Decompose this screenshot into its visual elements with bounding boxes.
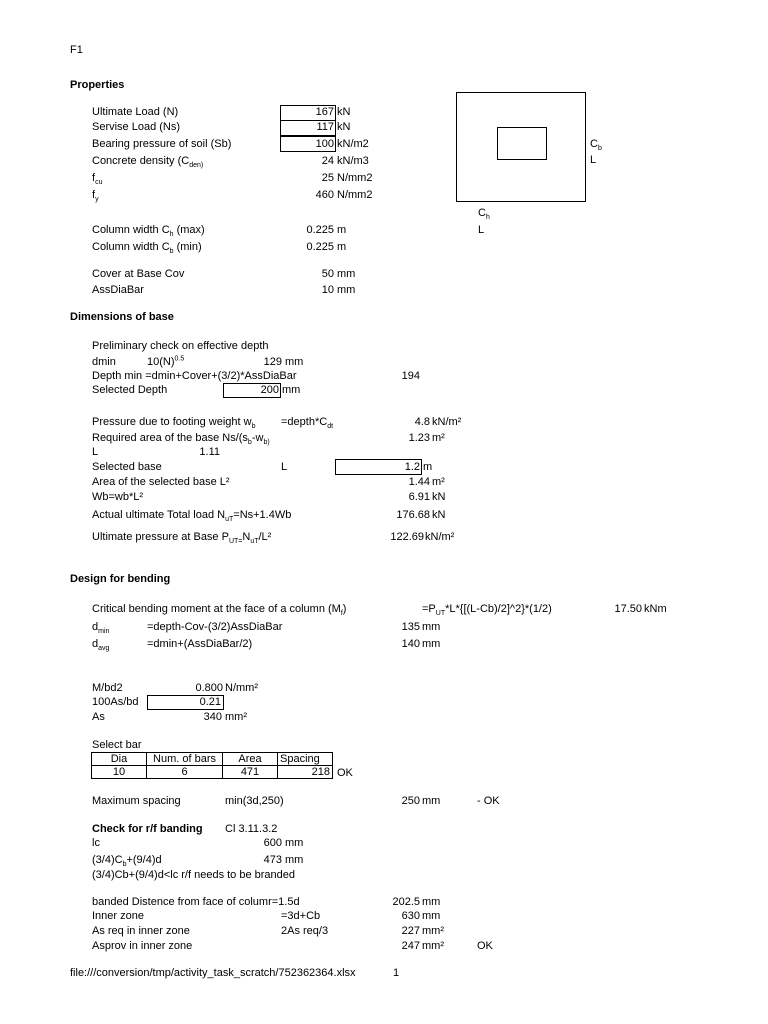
critical-moment-value: 17.50 — [614, 603, 642, 615]
selected-depth-value: 200 — [260, 384, 279, 396]
assdiabar-label: AssDiaBar — [92, 284, 144, 296]
davg-unit: mm — [422, 638, 441, 650]
total-load-value: 176.68 — [396, 509, 430, 521]
davg-formula: =dmin+(AssDiaBar/2) — [147, 638, 253, 650]
mbd2-label: M/bd2 — [92, 682, 123, 694]
bar-header-num: Num. of bars — [147, 753, 223, 766]
cover-label: Cover at Base Cov — [92, 268, 185, 280]
lc-unit: mm — [285, 837, 304, 849]
as-prov-status: OK — [477, 940, 493, 952]
bar-status: OK — [337, 767, 353, 779]
as-value: 340 — [203, 711, 222, 723]
bar-cell-area: 471 — [223, 766, 278, 779]
inner-zone-formula: =3d+Cb — [281, 910, 321, 922]
as-req-formula: 2As req/3 — [281, 925, 329, 937]
bar-cell-dia[interactable]: 10 — [92, 766, 147, 779]
davg-label: $d_{avg}$ — [92, 638, 110, 653]
depth-min-value: 194 — [401, 370, 420, 382]
pressure-label: Pressure due to footing weight $w_b$ — [92, 416, 256, 431]
inner-zone-unit: mm — [422, 910, 441, 922]
bar-cell-num[interactable]: 6 — [147, 766, 223, 779]
pressure-formula: $=depth*C_{dt}$ — [281, 416, 334, 431]
lc-value: 600 — [263, 837, 282, 849]
bar-table-header-row — [92, 753, 333, 766]
selected-depth-unit: mm — [282, 384, 301, 396]
fy-value: 460 — [315, 189, 334, 201]
diagram-l2-label: L — [478, 224, 485, 236]
bearing-unit: kN/m2 — [337, 138, 369, 150]
concrete-density-unit: kN/m3 — [337, 155, 369, 167]
footer-page-number: 1 — [393, 967, 400, 979]
dmin-bend-unit: mm — [422, 621, 441, 633]
footer-file-path: file:///conversion/tmp/activity_task_scratch/752362364.xlsx — [70, 967, 356, 979]
diagram-ch-label: $C_h$ — [478, 207, 490, 222]
selected-base-value: 1.2 — [404, 461, 420, 473]
service-load-unit: kN — [337, 121, 351, 133]
eq-label: $(3/4)C_b+(9/4)d$ — [92, 854, 162, 869]
max-spacing-value: 250 — [401, 795, 420, 807]
as-prov-label: Asprov in inner zone — [92, 940, 193, 952]
dmin-value: 129 — [263, 356, 282, 368]
l-label: L — [92, 446, 99, 458]
fy-label: $f_y$ — [92, 189, 99, 204]
ultimate-load-label: Ultimate Load (N) — [92, 106, 179, 118]
diagram-cb-label: $C_b$ — [590, 138, 602, 153]
inner-zone-label: Inner zone — [92, 910, 144, 922]
sheet-label: F1 — [70, 44, 83, 56]
concrete-density-label: Concrete density ($C_{den)}$ — [92, 155, 204, 170]
ultimate-pressure-unit: kN/m² — [425, 531, 455, 543]
area-selected-unit: m² — [432, 476, 445, 488]
davg-value: 140 — [401, 638, 420, 650]
select-bar-label: Select bar — [92, 739, 142, 751]
cover-value: 50 — [321, 268, 334, 280]
mbd2-value: 0.800 — [195, 682, 223, 694]
ultimate-load-unit: kN — [337, 106, 351, 118]
dmin-bend-value: 135 — [401, 621, 420, 633]
pressure-value: 4.8 — [414, 416, 430, 428]
column-width-min-unit: m — [337, 241, 347, 253]
bearing-label: Bearing pressure of soil (Sb) — [92, 138, 232, 150]
wb-label: Wb=wb*L² — [92, 491, 144, 503]
fcu-value: 25 — [321, 172, 334, 184]
ultimate-pressure-label: Ultimate pressure at Base $P_{UT=}N_{uT}/L^2$ — [92, 531, 272, 546]
check-banding-label: Check for r/f banding — [92, 823, 203, 835]
selected-base-l: L — [281, 461, 288, 473]
concrete-density-value: 24 — [321, 155, 334, 167]
wb-unit: kN — [432, 491, 446, 503]
column-width-max-value: 0.225 — [306, 224, 334, 236]
pressure-unit: kN/m² — [432, 416, 462, 428]
fcu-unit: N/mm2 — [337, 172, 373, 184]
asbd-label: 100As/bd — [92, 696, 139, 708]
service-load-label: Servise Load (Ns) — [92, 121, 181, 133]
bar-header-area: Area — [223, 753, 278, 766]
column-outline — [497, 127, 547, 160]
eq-value: 473 — [263, 854, 282, 866]
selected-depth-label: Selected Depth — [92, 384, 168, 396]
as-req-unit: mm² — [422, 925, 444, 937]
dmin-bend-formula: =depth-Cov-(3/2)AssDiaBar — [147, 621, 283, 633]
l-value: 1.11 — [199, 446, 220, 458]
section-properties: Properties — [70, 79, 125, 91]
fcu-label: $f_{cu}$ — [92, 172, 103, 187]
critical-moment-formula: $=P_{UT}*L*\{[(L-Cb)/2]\^{}2\}*(1/2)$ — [422, 603, 552, 618]
max-spacing-status: - OK — [477, 795, 500, 807]
dmin-label: dmin — [92, 356, 116, 368]
fy-unit: N/mm2 — [337, 189, 373, 201]
dmin-bend-label: $d_{min}$ — [92, 621, 110, 636]
banded-distance-value: 202.5 — [392, 896, 420, 908]
critical-moment-label: Critical bending moment at the face of a column $(M_f)$ — [92, 603, 347, 618]
max-spacing-formula: min(3d,250) — [225, 795, 284, 807]
required-area-unit: m² — [432, 432, 445, 444]
asbd-value: 0.21 — [199, 696, 221, 708]
area-selected-label: Area of the selected base L² — [92, 476, 230, 488]
column-width-min-value: 0.225 — [306, 241, 334, 253]
critical-moment-unit: kNm — [644, 603, 667, 615]
bar-table — [91, 752, 333, 779]
dmin-formula: $10(N)^{0.5}$ — [147, 355, 185, 368]
bar-header-dia: Dia — [92, 753, 147, 766]
banded-distance-unit: mm — [422, 896, 441, 908]
section-bending: Design for bending — [70, 573, 171, 585]
max-spacing-label: Maximum spacing — [92, 795, 181, 807]
service-load-value: 117 — [316, 121, 334, 133]
bar-cell-spacing: 218 — [278, 766, 333, 779]
check-banding-clause: Cl 3.11.3.2 — [225, 823, 278, 835]
as-prov-unit: mm² — [422, 940, 444, 952]
banded-distance-label: banded Distence from face of columr=1.5d — [92, 896, 300, 908]
lc-label: lc — [92, 837, 100, 849]
total-load-label: Actual ultimate Total load $N_{uT}=Ns+1.4Wb$ — [92, 509, 292, 524]
diagram-l-label: L — [590, 154, 597, 166]
as-label: As — [92, 711, 105, 723]
as-unit: mm² — [225, 711, 247, 723]
as-req-value: 227 — [401, 925, 420, 937]
section-dimensions: Dimensions of base — [70, 311, 174, 323]
as-prov-value: 247 — [401, 940, 420, 952]
ultimate-load-value: 167 — [315, 106, 334, 118]
assdiabar-unit: mm — [337, 284, 356, 296]
wb-value: 6.91 — [408, 491, 430, 503]
required-area-value: 1.23 — [408, 432, 430, 444]
required-area-label: Required area of the base $Ns/(s_b-w_{b)}$ — [92, 432, 270, 447]
column-width-max-label: Column width $C_h$ (max) — [92, 224, 205, 239]
bearing-value: 100 — [315, 138, 334, 150]
bar-header-spacing: Spacing — [278, 753, 333, 766]
dmin-unit: mm — [285, 356, 304, 368]
total-load-unit: kN — [432, 509, 446, 521]
branded-note: (3/4)Cb+(9/4)d<lc r/f needs to be branded — [92, 869, 296, 881]
as-req-label: As req in inner zone — [92, 925, 190, 937]
column-width-min-label: Column width $C_b$ (min) — [92, 241, 202, 256]
cover-unit: mm — [337, 268, 356, 280]
depth-min-label: Depth min =dmin+Cover+(3/2)*AssDiaBar — [92, 370, 297, 382]
inner-zone-value: 630 — [401, 910, 420, 922]
assdiabar-value: 10 — [321, 284, 334, 296]
selected-base-label: Selected base — [92, 461, 162, 473]
selected-base-unit: m — [423, 461, 433, 473]
max-spacing-unit: mm — [422, 795, 441, 807]
ultimate-pressure-value: 122.69 — [390, 531, 424, 543]
eq-unit: mm — [285, 854, 304, 866]
prelim-check: Preliminary check on effective depth — [92, 340, 269, 352]
mbd2-unit: N/mm² — [225, 682, 258, 694]
column-width-max-unit: m — [337, 224, 347, 236]
table-row — [92, 766, 333, 779]
area-selected-value: 1.44 — [408, 476, 430, 488]
